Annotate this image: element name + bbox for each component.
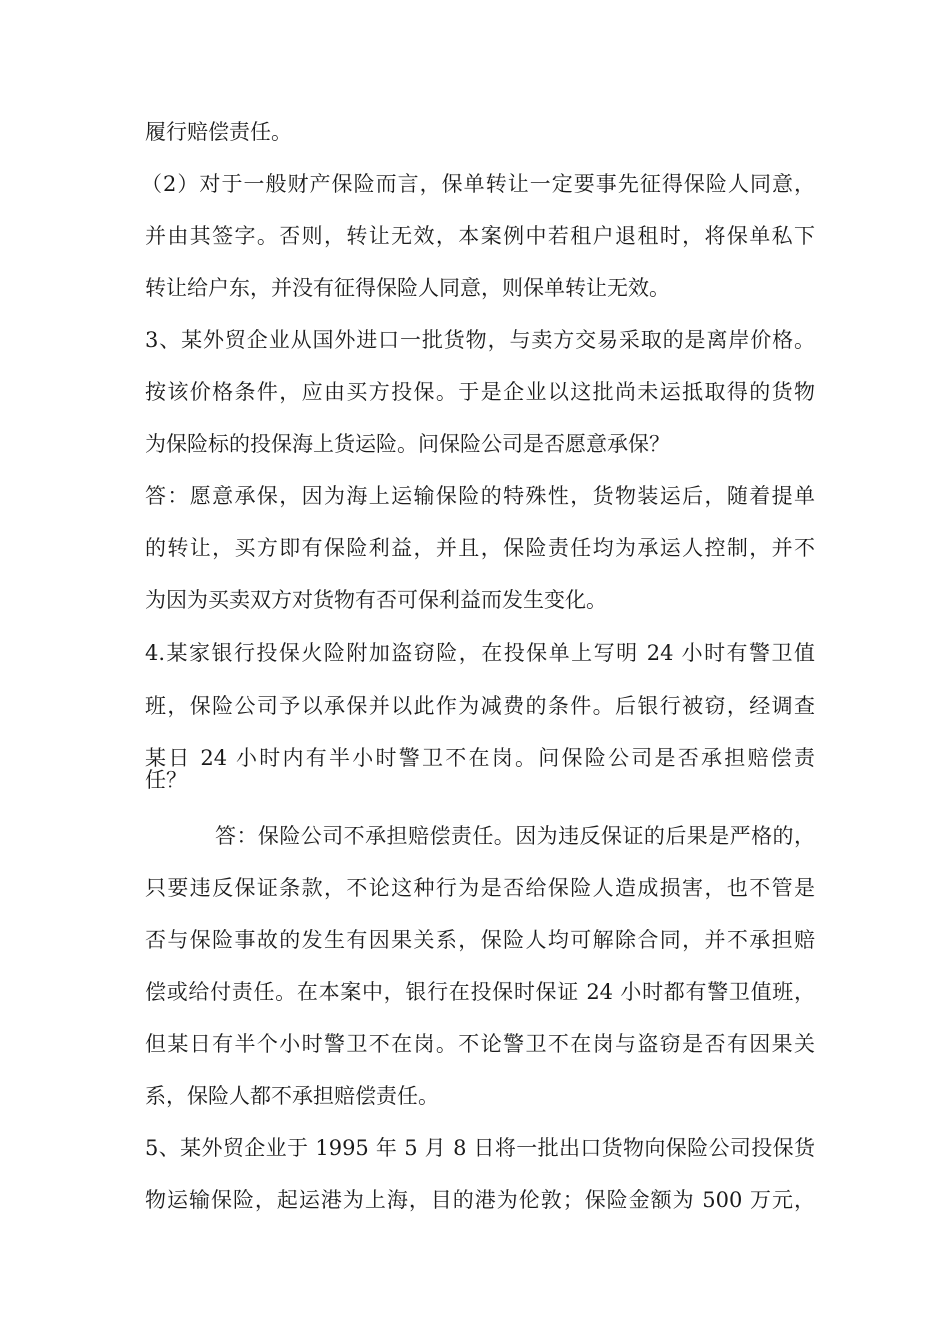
text-line: 5、某外贸企业于 1995 年 5 月 8 日将一批出口货物向保险公司投保货 <box>145 1136 815 1160</box>
text-line: （2）对于一般财产保险而言，保单转让一定要事先征得保险人同意， <box>141 172 815 196</box>
text-line: 转让给户东，并没有征得保险人同意，则保单转让无效。 <box>145 276 670 300</box>
text-line: 但某日有半个小时警卫不在岗。不论警卫不在岗与盗窃是否有因果关 <box>145 1032 815 1056</box>
text-line: 按该价格条件，应由买方投保。于是企业以这批尚未运抵取得的货物 <box>145 380 815 404</box>
text-line: 班，保险公司予以承保并以此作为减费的条件。后银行被窃，经调查 <box>145 694 815 718</box>
text-line: 并由其签字。否则，转让无效，本案例中若租户退租时，将保单私下 <box>145 224 815 248</box>
text-line: 4.某家银行投保火险附加盗窃险，在投保单上写明 24 小时有警卫值 <box>145 641 815 665</box>
text-line: 答：保险公司不承担赔偿责任。因为违反保证的后果是严格的， <box>215 824 815 848</box>
text-line: 为保险标的投保海上货运险。问保险公司是否愿意承保？ <box>145 432 670 456</box>
text-line: 系，保险人都不承担赔偿责任。 <box>145 1084 439 1108</box>
text-line: 的转让，买方即有保险利益，并且，保险责任均为承运人控制，并不 <box>145 536 815 560</box>
text-line: 偿或给付责任。在本案中，银行在投保时保证 24 小时都有警卫值班， <box>145 980 815 1004</box>
text-line: 只要违反保证条款，不论这种行为是否给保险人造成损害，也不管是 <box>145 876 815 900</box>
text-line: 答：愿意承保，因为海上运输保险的特殊性，货物装运后，随着提单 <box>145 484 815 508</box>
text-line: 某日 24 小时内有半小时警卫不在岗。问保险公司是否承担赔偿责 <box>145 746 815 770</box>
text-line: 物运输保险，起运港为上海，目的港为伦敦；保险金额为 500 万元， <box>145 1188 815 1212</box>
text-line: 任？ <box>145 768 187 792</box>
text-line: 否与保险事故的发生有因果关系，保险人均可解除合同，并不承担赔 <box>145 928 815 952</box>
text-line: 履行赔偿责任。 <box>145 120 292 144</box>
text-line: 为因为买卖双方对货物有否可保利益而发生变化。 <box>145 588 607 612</box>
text-line: 3、某外贸企业从国外进口一批货物，与卖方交易采取的是离岸价格。 <box>145 328 815 352</box>
